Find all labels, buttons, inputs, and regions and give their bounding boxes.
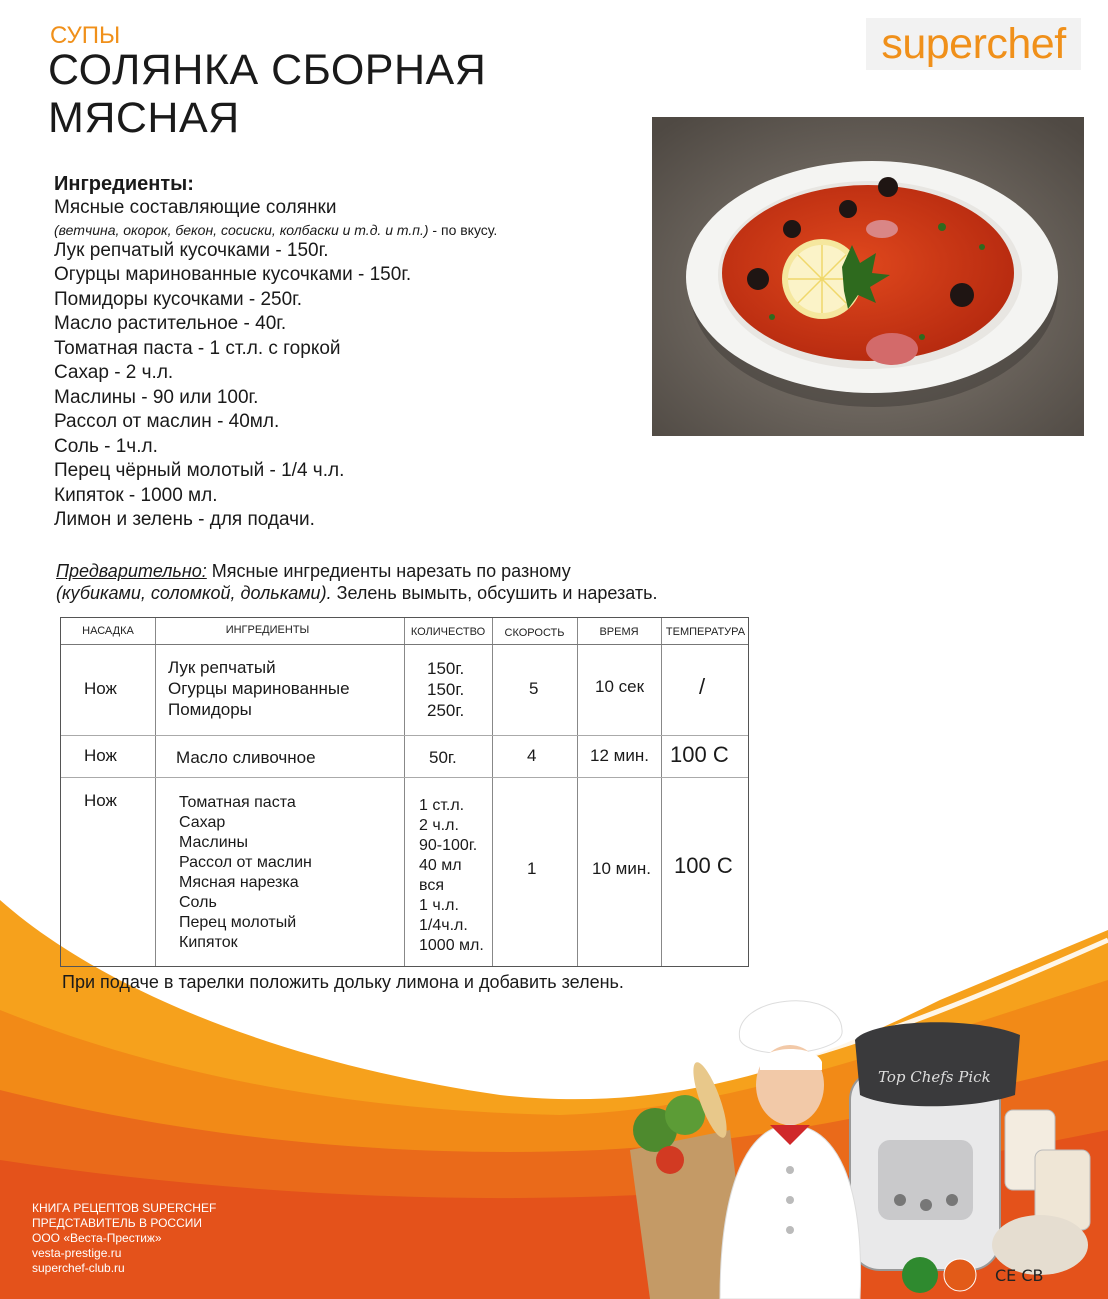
meat-note-tail: - по вкусу.	[428, 221, 498, 238]
meat-note-examples: (ветчина, окорок, бекон, сосиски, колбаски и т.д. и т.п.)	[54, 221, 429, 238]
row1-quantity: 150г.	[427, 659, 465, 678]
superchef-logo: superchef	[866, 18, 1081, 70]
row1-ingredient: Помидоры	[168, 700, 252, 719]
row3-quantity: 1 ч.л.	[419, 897, 459, 914]
row3-attachment: Нож	[84, 791, 117, 810]
appliance-label: Top Chefs Pick	[878, 1068, 991, 1086]
row3-temperature: 100 С	[674, 853, 733, 878]
row3-ingredient: Маслины	[179, 834, 249, 851]
ingredient-item: Помидоры кусочками - 250г.	[54, 288, 303, 310]
header-speed: СКОРОСТЬ	[504, 627, 565, 639]
row2-time: 12 мин.	[590, 746, 649, 765]
ingredient-item: Маслины - 90 или 100г.	[54, 386, 259, 408]
ingredient-item: Лук репчатый кусочками - 150г.	[54, 239, 329, 261]
ingredient-item: Огурцы маринованные кусочками - 150г.	[54, 264, 412, 285]
row2-speed: 4	[527, 746, 537, 765]
row3-quantity: 2 ч.л.	[419, 817, 459, 834]
row3-ingredient: Мясная нарезка	[179, 874, 299, 891]
row3-quantities	[419, 796, 484, 956]
row1-speed: 5	[529, 679, 539, 698]
ingredient-meat: Мясные составляющие солянки	[54, 197, 337, 218]
row1-temperature: /	[699, 674, 706, 699]
preliminary-line-2	[56, 582, 658, 604]
row1-quantities	[427, 658, 464, 721]
row3-ingredients	[179, 793, 312, 953]
footer-info	[32, 1201, 216, 1276]
row1-quantity: 250г.	[427, 701, 465, 720]
title-line-2: МЯСНАЯ	[48, 94, 240, 142]
header-ingredients: ИНГРЕДИЕНТЫ	[225, 624, 310, 636]
row1-ingredient: Лук репчатый	[168, 658, 276, 677]
footer-link[interactable]: superchef-club.ru	[32, 1261, 125, 1275]
row3-ingredient: Кипяток	[179, 934, 238, 951]
title-line-1: СОЛЯНКА СБОРНАЯ	[48, 46, 487, 94]
footer-link[interactable]: vesta-prestige.ru	[32, 1246, 122, 1260]
ingredient-item: Рассол от маслин - 40мл.	[54, 411, 280, 432]
preliminary-cut-styles: (кубиками, соломкой, дольками).	[56, 583, 332, 603]
row3-quantity: 40 мл	[419, 857, 462, 874]
row3-ingredient: Соль	[179, 894, 217, 911]
row1-quantity: 150г.	[427, 680, 465, 699]
ingredient-item: Томатная паста - 1 ст.л. с горкой	[54, 337, 341, 359]
serving-note: При подаче в тарелки положить дольку лимона и добавить зелень.	[62, 972, 624, 992]
row3-quantity: 1/4ч.л.	[419, 917, 468, 934]
ingredients-heading: Ингредиенты:	[54, 173, 194, 195]
ingredients-section	[54, 172, 497, 533]
preliminary-line-1	[56, 560, 658, 582]
ingredient-item: Кипяток - 1000 мл.	[54, 484, 218, 506]
row2-attachment: Нож	[84, 746, 117, 765]
row3-ingredient: Перец молотый	[179, 914, 297, 931]
preliminary-text-2: Зелень вымыть, обсушить и нарезать.	[331, 583, 658, 603]
ingredient-meat-note	[54, 221, 497, 239]
header-attachment: НАСАДКА	[82, 625, 134, 637]
row2-ingredient: Масло сливочное	[176, 748, 316, 767]
ingredient-item: Сахар - 2 ч.л.	[54, 362, 174, 383]
row1-attachment: Нож	[84, 679, 117, 698]
preliminary-label: Предварительно:	[56, 561, 207, 581]
row3-quantity: 1 ст.л.	[419, 797, 465, 814]
footer-line: ПРЕДСТАВИТЕЛЬ В РОССИИ	[32, 1216, 203, 1230]
row3-quantity: 90-100г.	[419, 837, 478, 854]
row3-ingredient: Сахар	[179, 814, 226, 831]
footer-line: КНИГА РЕЦЕПТОВ SUPERCHEF	[32, 1201, 217, 1215]
row2-quantity: 50г.	[429, 748, 457, 767]
row3-ingredient: Томатная паста	[179, 794, 296, 811]
header-quantity: КОЛИЧЕСТВО	[410, 626, 486, 638]
preliminary-section	[56, 560, 658, 604]
preliminary-text-1: Мясные ингредиенты нарезать по разному	[206, 561, 571, 581]
ingredient-item: Лимон и зелень - для подачи.	[54, 509, 315, 530]
header-temperature: ТЕМПЕРАТУРА	[665, 626, 746, 638]
row1-ingredients	[168, 657, 350, 720]
cooking-steps-table	[60, 617, 749, 967]
row1-ingredient: Огурцы маринованные	[168, 679, 350, 698]
footer-line: ООО «Веста-Престиж»	[32, 1231, 162, 1245]
category-label: СУПЫ	[50, 22, 121, 49]
ingredient-item: Масло растительное - 40г.	[54, 313, 287, 334]
row3-ingredient: Рассол от маслин	[179, 854, 312, 871]
ingredient-item: Перец чёрный молотый - 1/4 ч.л.	[54, 460, 345, 481]
row2-temperature: 100 С	[670, 742, 729, 767]
page-title	[48, 46, 486, 142]
row1-time: 10 сек	[595, 677, 645, 696]
ingredient-item: Соль - 1ч.л.	[54, 435, 158, 457]
header-time: ВРЕМЯ	[599, 626, 639, 638]
certification-mark: CE CB	[995, 1266, 1044, 1285]
soup-bowl-photo	[652, 117, 1084, 436]
chef-illustration	[610, 1000, 1108, 1299]
row3-quantity: 1000 мл.	[419, 937, 484, 954]
row3-quantity: вся	[419, 877, 444, 894]
row3-time: 10 мин.	[592, 859, 651, 878]
row3-speed: 1	[527, 859, 537, 878]
